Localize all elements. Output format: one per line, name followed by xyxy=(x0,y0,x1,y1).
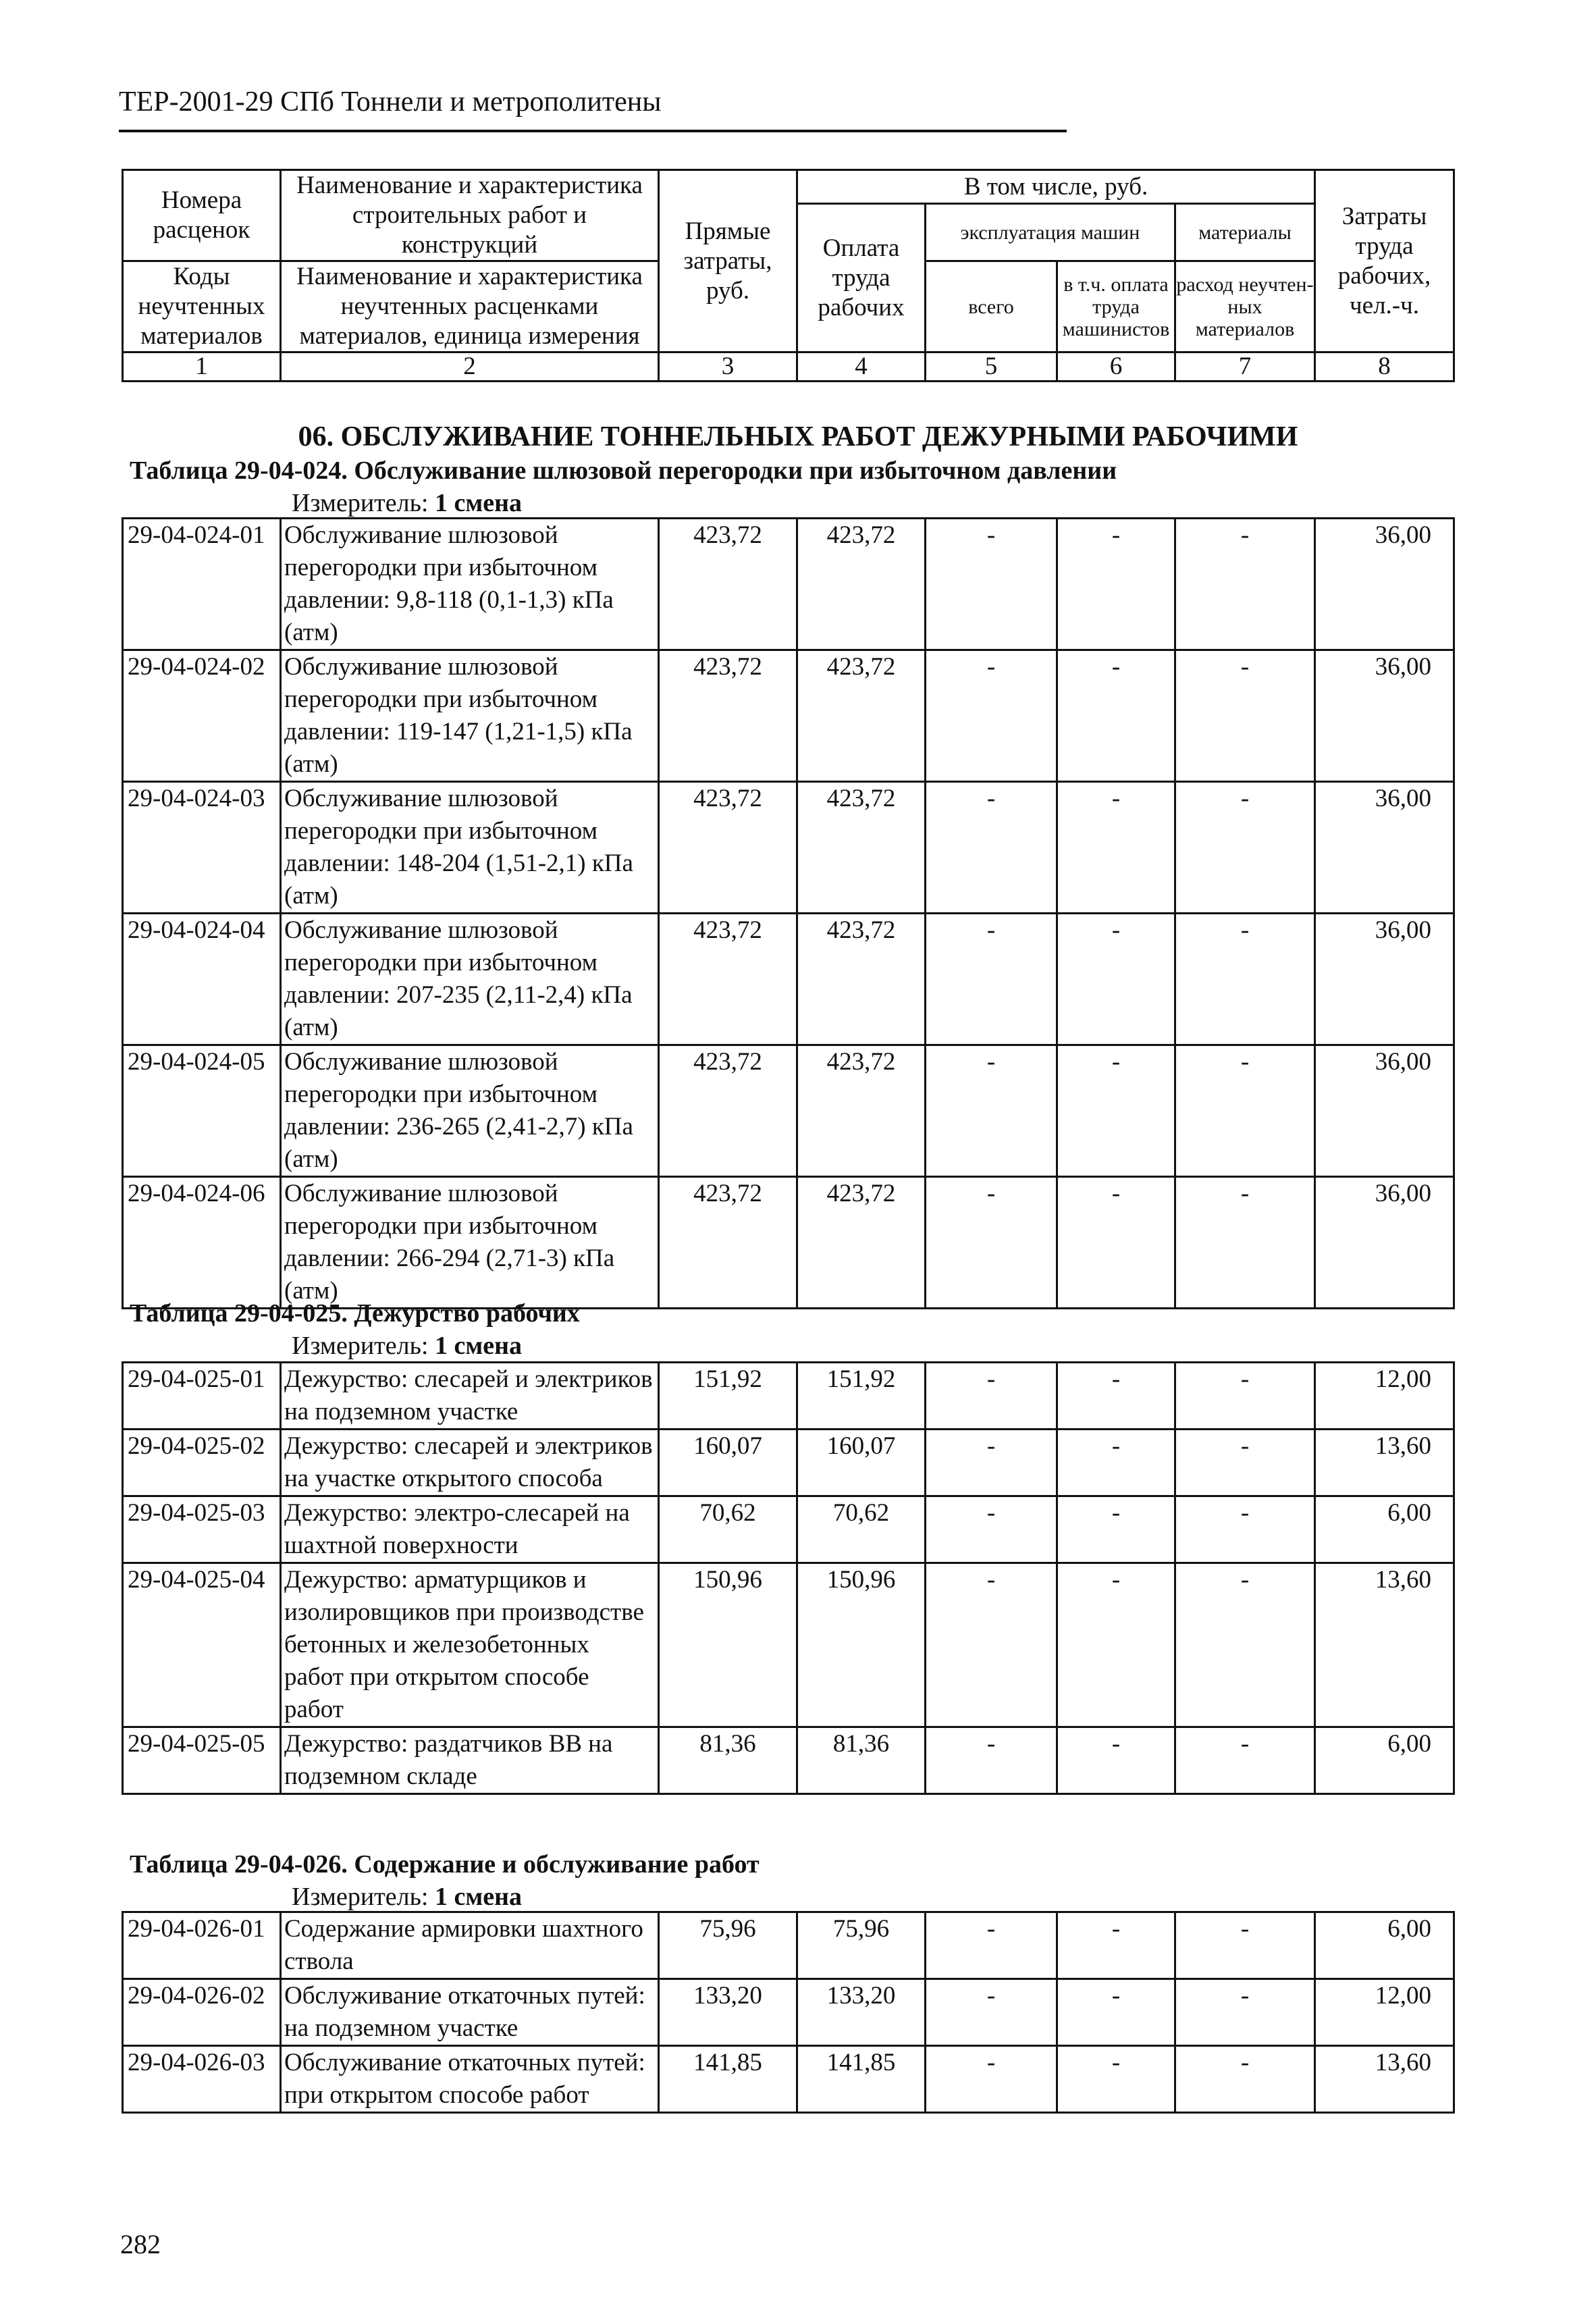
machinist-pay-value: - xyxy=(1057,650,1175,782)
table-row xyxy=(123,1727,1454,1794)
running-title: ТЕР-2001-29 СПб Тоннели и метрополитены xyxy=(119,86,662,117)
machinist-pay-value: - xyxy=(1057,1496,1175,1563)
labor-pay-value: 423,72 xyxy=(797,650,926,782)
table-title: Таблица 29-04-025. Дежурство рабочих xyxy=(130,1299,580,1328)
direct-costs-value: 70,62 xyxy=(659,1496,797,1563)
table-row xyxy=(123,1430,1454,1496)
labor-hours-value: 13,60 xyxy=(1315,1430,1454,1496)
direct-costs-value: 423,72 xyxy=(659,1177,797,1309)
rate-code: 29-04-025-01 xyxy=(123,1363,281,1430)
materials-value: - xyxy=(1175,519,1315,650)
rates-table-29-04-025 xyxy=(122,1361,1455,1795)
rate-code: 29-04-024-02 xyxy=(123,650,281,782)
header-machinist-pay: в т.ч. оплата труда машинистов xyxy=(1057,261,1175,352)
column-number-row xyxy=(123,352,1454,382)
rates-table-29-04-026 xyxy=(122,1911,1455,2114)
column-number: 3 xyxy=(659,352,797,382)
column-number: 6 xyxy=(1057,352,1175,382)
work-description: Дежурство: раздатчиков ВВ на подземном складе xyxy=(281,1727,659,1794)
header-materials-codes: Коды неучтенных материалов xyxy=(123,261,281,352)
labor-pay-value: 423,72 xyxy=(797,914,926,1045)
rate-code: 29-04-024-01 xyxy=(123,519,281,650)
labor-hours-value: 36,00 xyxy=(1315,1177,1454,1309)
table-row xyxy=(123,650,1454,782)
column-number: 5 xyxy=(926,352,1057,382)
direct-costs-value: 151,92 xyxy=(659,1363,797,1430)
labor-hours-value: 13,60 xyxy=(1315,2046,1454,2113)
work-description: Обслуживание шлюзовой перегородки при избыточном давлении: 9,8-118 (0,1-1,3) кПа (атм) xyxy=(281,519,659,650)
labor-pay-value: 81,36 xyxy=(797,1727,926,1794)
rates-table-29-04-024 xyxy=(122,517,1455,1309)
machinist-pay-value: - xyxy=(1057,1177,1175,1309)
labor-hours-value: 12,00 xyxy=(1315,1979,1454,2046)
header-including: В том числе, руб. xyxy=(797,170,1315,204)
header-direct-costs: Прямые затраты, руб. xyxy=(659,170,797,352)
labor-hours-value: 13,60 xyxy=(1315,1563,1454,1727)
labor-pay-value: 423,72 xyxy=(797,1045,926,1177)
table-row xyxy=(123,1979,1454,2046)
labor-hours-value: 36,00 xyxy=(1315,519,1454,650)
header-rate-numbers: Номера расценок xyxy=(123,170,281,261)
labor-pay-value: 151,92 xyxy=(797,1363,926,1430)
materials-value: - xyxy=(1175,1363,1315,1430)
labor-hours-value: 12,00 xyxy=(1315,1363,1454,1430)
machinist-pay-value: - xyxy=(1057,1563,1175,1727)
materials-value: - xyxy=(1175,1979,1315,2046)
work-description: Обслуживание шлюзовой перегородки при избыточном давлении: 119-147 (1,21-1,5) кПа (атм) xyxy=(281,650,659,782)
table-row xyxy=(123,1177,1454,1309)
labor-pay-value: 423,72 xyxy=(797,1177,926,1309)
header-unaccounted-materials: расход неучтен-ных материалов xyxy=(1175,261,1315,352)
column-number: 1 xyxy=(123,352,281,382)
section-title: 06. ОБСЛУЖИВАНИЕ ТОННЕЛЬНЫХ РАБОТ ДЕЖУРНЫМИ РАБОЧИМИ xyxy=(298,421,1298,452)
labor-hours-value: 36,00 xyxy=(1315,914,1454,1045)
unit-label: Измеритель: xyxy=(292,1332,429,1360)
work-description: Дежурство: электро-слесарей на шахтной поверхности xyxy=(281,1496,659,1563)
labor-pay-value: 141,85 xyxy=(797,2046,926,2113)
machinist-pay-value: - xyxy=(1057,1727,1175,1794)
work-description: Дежурство: слесарей и электриков на участке открытого способа xyxy=(281,1430,659,1496)
direct-costs-value: 423,72 xyxy=(659,1045,797,1177)
machinist-pay-value: - xyxy=(1057,1363,1175,1430)
rate-code: 29-04-026-01 xyxy=(123,1912,281,1979)
rate-code: 29-04-026-03 xyxy=(123,2046,281,2113)
column-number: 7 xyxy=(1175,352,1315,382)
machinist-pay-value: - xyxy=(1057,2046,1175,2113)
direct-costs-value: 423,72 xyxy=(659,782,797,914)
rate-code: 29-04-026-02 xyxy=(123,1979,281,2046)
work-description: Обслуживание шлюзовой перегородки при избыточном давлении: 148-204 (1,51-2,1) кПа (атм) xyxy=(281,782,659,914)
work-description: Обслуживание шлюзовой перегородки при избыточном давлении: 207-235 (2,11-2,4) кПа (атм) xyxy=(281,914,659,1045)
machine-total-value: - xyxy=(926,2046,1057,2113)
direct-costs-value: 160,07 xyxy=(659,1430,797,1496)
machinist-pay-value: - xyxy=(1057,914,1175,1045)
machine-total-value: - xyxy=(926,1045,1057,1177)
machine-total-value: - xyxy=(926,1979,1057,2046)
table-row xyxy=(123,914,1454,1045)
machinist-pay-value: - xyxy=(1057,1045,1175,1177)
materials-value: - xyxy=(1175,1727,1315,1794)
table-title: Таблица 29-04-026. Содержание и обслуживание работ xyxy=(130,1850,760,1879)
header-rule xyxy=(119,130,1067,132)
header-materials-name: Наименование и характеристика неучтенных расценками материалов, единица измерения xyxy=(281,261,659,352)
labor-hours-value: 6,00 xyxy=(1315,1496,1454,1563)
machinist-pay-value: - xyxy=(1057,782,1175,914)
unit-value: 1 смена xyxy=(435,489,523,517)
materials-value: - xyxy=(1175,1496,1315,1563)
header-work-name: Наименование и характеристика строительных работ и конструкций xyxy=(281,170,659,261)
direct-costs-value: 423,72 xyxy=(659,519,797,650)
labor-hours-value: 6,00 xyxy=(1315,1727,1454,1794)
table-row xyxy=(123,1045,1454,1177)
column-number: 8 xyxy=(1315,352,1454,382)
work-description: Дежурство: арматурщиков и изолировщиков при производстве бетонных и железобетонных работ при открытом способе работ xyxy=(281,1563,659,1727)
materials-value: - xyxy=(1175,1563,1315,1727)
rate-code: 29-04-024-06 xyxy=(123,1177,281,1309)
machine-total-value: - xyxy=(926,1912,1057,1979)
work-description: Обслуживание шлюзовой перегородки при избыточном давлении: 236-265 (2,41-2,7) кПа (атм) xyxy=(281,1045,659,1177)
unit-line xyxy=(292,488,522,519)
table-title: Таблица 29-04-024. Обслуживание шлюзовой перегородки при избыточном давлении xyxy=(130,456,1117,485)
machine-total-value: - xyxy=(926,914,1057,1045)
unit-line xyxy=(292,1881,522,1912)
machine-total-value: - xyxy=(926,1563,1057,1727)
machine-total-value: - xyxy=(926,782,1057,914)
table-row xyxy=(123,2046,1454,2113)
materials-value: - xyxy=(1175,1430,1315,1496)
direct-costs-value: 423,72 xyxy=(659,914,797,1045)
table-row xyxy=(123,1912,1454,1979)
direct-costs-value: 150,96 xyxy=(659,1563,797,1727)
header-labor-pay: Оплата труда рабочих xyxy=(797,204,926,352)
direct-costs-value: 75,96 xyxy=(659,1912,797,1979)
column-number: 2 xyxy=(281,352,659,382)
rate-code: 29-04-025-03 xyxy=(123,1496,281,1563)
machine-total-value: - xyxy=(926,1496,1057,1563)
column-number: 4 xyxy=(797,352,926,382)
header-machine-ops: эксплуатация машин xyxy=(926,204,1175,261)
labor-pay-value: 150,96 xyxy=(797,1563,926,1727)
direct-costs-value: 141,85 xyxy=(659,2046,797,2113)
materials-value: - xyxy=(1175,1177,1315,1309)
machine-total-value: - xyxy=(926,1363,1057,1430)
rate-code: 29-04-025-04 xyxy=(123,1563,281,1727)
machine-total-value: - xyxy=(926,1727,1057,1794)
materials-value: - xyxy=(1175,2046,1315,2113)
machine-total-value: - xyxy=(926,519,1057,650)
work-description: Содержание армировки шахтного ствола xyxy=(281,1912,659,1979)
unit-value: 1 смена xyxy=(435,1883,523,1911)
unit-label: Измеритель: xyxy=(292,1883,429,1911)
page-number: 282 xyxy=(120,2229,161,2259)
direct-costs-value: 133,20 xyxy=(659,1979,797,2046)
machinist-pay-value: - xyxy=(1057,1979,1175,2046)
table-row xyxy=(123,1563,1454,1727)
machine-total-value: - xyxy=(926,1430,1057,1496)
table-row xyxy=(123,519,1454,650)
labor-hours-value: 36,00 xyxy=(1315,650,1454,782)
header-labor-costs: Затраты труда рабочих, чел.-ч. xyxy=(1315,170,1454,352)
work-description: Обслуживание откаточных путей: на подземном участке xyxy=(281,1979,659,2046)
labor-pay-value: 70,62 xyxy=(797,1496,926,1563)
labor-pay-value: 423,72 xyxy=(797,782,926,914)
labor-pay-value: 133,20 xyxy=(797,1979,926,2046)
machinist-pay-value: - xyxy=(1057,519,1175,650)
labor-hours-value: 36,00 xyxy=(1315,782,1454,914)
labor-hours-value: 36,00 xyxy=(1315,1045,1454,1177)
machine-total-value: - xyxy=(926,1177,1057,1309)
labor-pay-value: 423,72 xyxy=(797,519,926,650)
rate-code: 29-04-024-04 xyxy=(123,914,281,1045)
table-row xyxy=(123,782,1454,914)
table-row xyxy=(123,1363,1454,1430)
rate-code: 29-04-025-02 xyxy=(123,1430,281,1496)
materials-value: - xyxy=(1175,650,1315,782)
materials-value: - xyxy=(1175,1912,1315,1979)
labor-pay-value: 160,07 xyxy=(797,1430,926,1496)
materials-value: - xyxy=(1175,782,1315,914)
labor-hours-value: 6,00 xyxy=(1315,1912,1454,1979)
header-machine-total: всего xyxy=(926,261,1057,352)
direct-costs-value: 81,36 xyxy=(659,1727,797,1794)
materials-value: - xyxy=(1175,1045,1315,1177)
work-description: Дежурство: слесарей и электриков на подземном участке xyxy=(281,1363,659,1430)
table-row xyxy=(123,1496,1454,1563)
unit-line xyxy=(292,1330,522,1361)
machine-total-value: - xyxy=(926,650,1057,782)
header-materials: материалы xyxy=(1175,204,1315,261)
machinist-pay-value: - xyxy=(1057,1430,1175,1496)
rate-code: 29-04-024-03 xyxy=(123,782,281,914)
work-description: Обслуживание откаточных путей: при открытом способе работ xyxy=(281,2046,659,2113)
labor-pay-value: 75,96 xyxy=(797,1912,926,1979)
direct-costs-value: 423,72 xyxy=(659,650,797,782)
unit-label: Измеритель: xyxy=(292,489,429,517)
rate-code: 29-04-024-05 xyxy=(123,1045,281,1177)
column-header-table xyxy=(122,169,1455,382)
materials-value: - xyxy=(1175,914,1315,1045)
work-description: Обслуживание шлюзовой перегородки при избыточном давлении: 266-294 (2,71-3) кПа (атм) xyxy=(281,1177,659,1309)
machinist-pay-value: - xyxy=(1057,1912,1175,1979)
unit-value: 1 смена xyxy=(435,1332,523,1360)
rate-code: 29-04-025-05 xyxy=(123,1727,281,1794)
